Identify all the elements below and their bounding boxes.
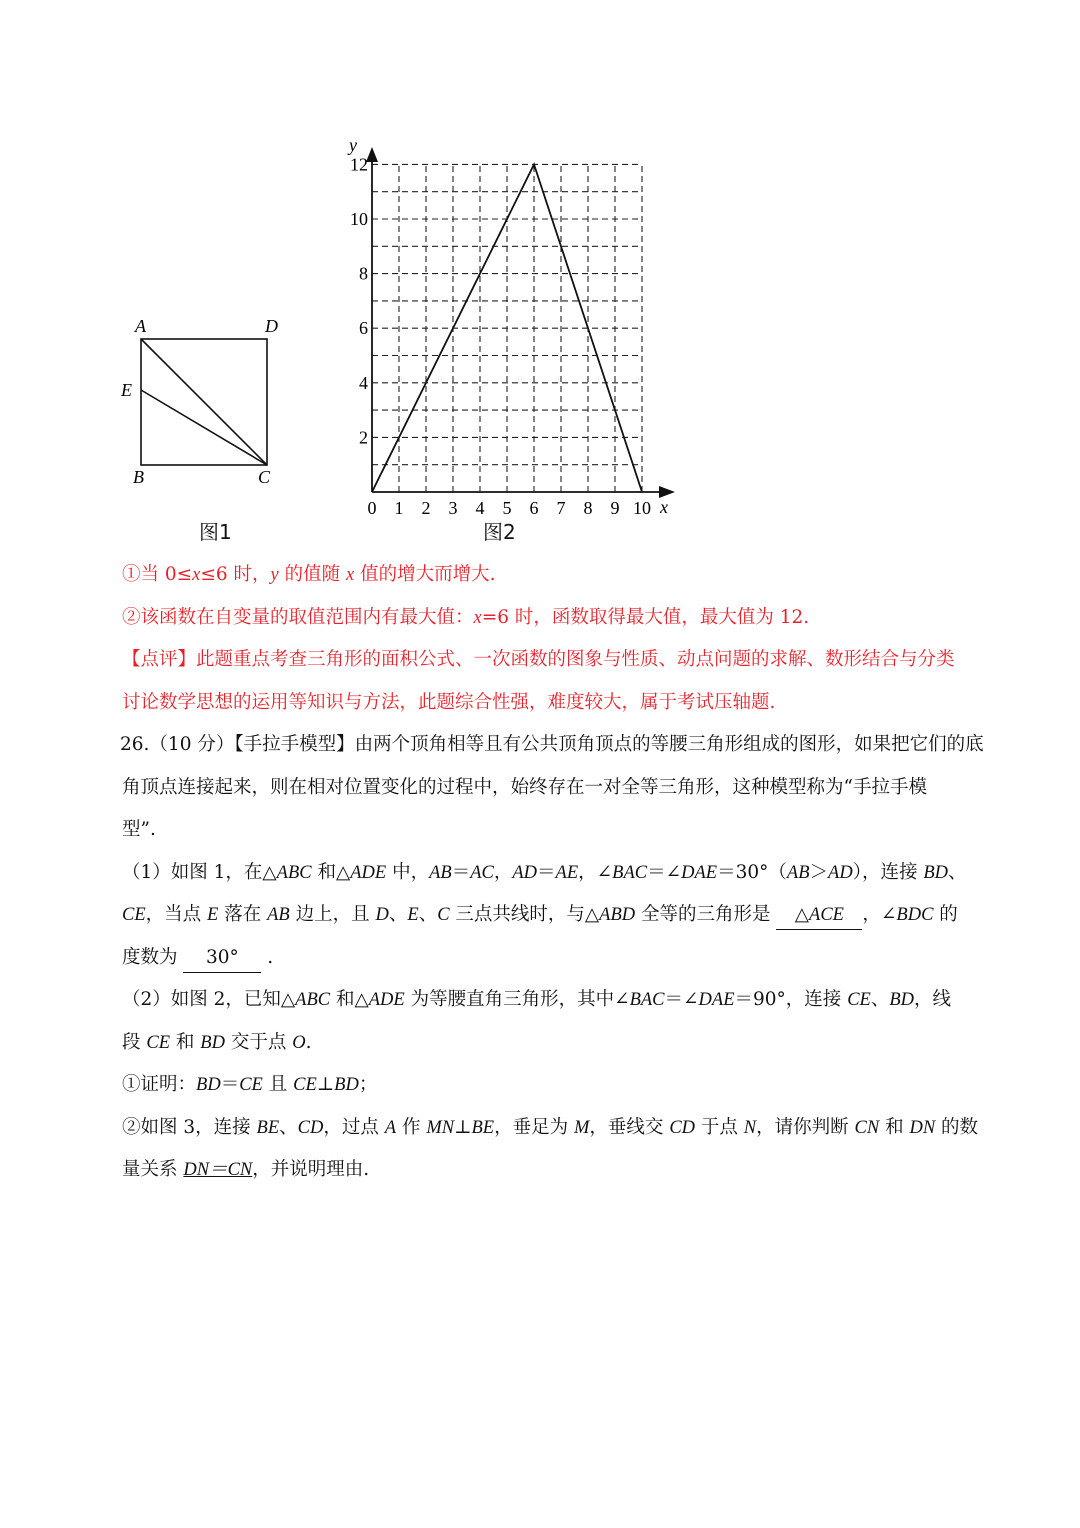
figure-2-caption: 图2	[483, 520, 516, 544]
x-tick-label: 8	[583, 498, 593, 518]
x-tick-label: 0	[367, 498, 377, 518]
comment-line-2: 讨论数学思想的运用等知识与方法，此题综合性强，难度较大，属于考试压轴题.	[122, 692, 776, 713]
y-tick-label: 2	[359, 427, 368, 448]
label-b: B	[133, 467, 144, 487]
y-tick-label: 8	[359, 263, 368, 284]
label-a: A	[135, 316, 146, 336]
x-tick-label: 9	[610, 498, 620, 518]
q26-part2-line-3: ①证明：BD＝CE 且 CE⊥BD；	[122, 1074, 378, 1095]
y-tick-label: 12	[350, 154, 368, 175]
q26-part2-line-5: 量关系 DN＝CN，并说明理由.	[122, 1159, 370, 1180]
x-tick-label: 6	[529, 498, 539, 518]
x-axis-label: x	[660, 497, 668, 517]
x-tick-label: 10	[633, 498, 651, 518]
q26-part2-line-4: ②如图 3，连接 BE、CD，过点 A 作 MN⊥BE，垂足为 M，垂线交 CD 于点 N，请你判断 CN 和 DN 的数	[122, 1117, 979, 1138]
comment-line-1: 【点评】此题重点考查三角形的面积公式、一次函数的图象与性质、动点问题的求解、数形结合与分类	[122, 649, 955, 670]
figure-1-caption: 图1	[199, 520, 232, 544]
x-tick-label: 1	[394, 498, 404, 518]
answer-line-2: ②该函数在自变量的取值范围内有最大值：x=6 时，函数取得最大值，最大值为 12.	[122, 607, 810, 628]
q26-part2-line-2: 段 CE 和 BD 交于点 O.	[122, 1032, 312, 1053]
answer-blank-congruent: △ACE	[776, 901, 862, 930]
x-tick-label: 4	[475, 498, 485, 518]
label-d: D	[265, 316, 278, 336]
x-tick-label: 5	[502, 498, 512, 518]
label-c: C	[258, 467, 271, 487]
q26-part1-line-3: 度数为 30° .	[122, 944, 273, 973]
answer-relation: DN＝CN	[183, 1160, 253, 1180]
q26-line-2: 角顶点连接起来，则在相对位置变化的过程中，始终存在一对全等三角形，这种模型称为“手拉手模	[122, 777, 927, 798]
q26-part1-line-2: CE，当点 E 落在 AB 边上，且 D、E、C 三点共线时，与△ABD 全等的三角形是 △ACE ，∠BDC 的	[122, 901, 958, 930]
figure-1	[115, 310, 295, 490]
q26-part2-line-1: （2）如图 2，已知△ABC 和△ADE 为等腰直角三角形，其中∠BAC＝∠DAE＝90°，连接 CE、BD，线	[122, 989, 952, 1010]
y-tick-label: 4	[359, 372, 368, 393]
y-tick-label: 6	[359, 318, 368, 339]
x-tick-label: 2	[421, 498, 431, 518]
q26-line-3: 型”.	[122, 819, 156, 840]
answer-blank-angle: 30°	[183, 944, 261, 973]
y-tick-label: 10	[350, 209, 368, 229]
answer-line-1: ①当 0≤x≤6 时，y 的值随 x 值的增大而增大.	[122, 564, 496, 585]
label-e: E	[121, 380, 132, 400]
x-tick-label: 3	[448, 498, 458, 518]
figure-2-chart	[340, 135, 685, 520]
x-tick-label: 7	[556, 498, 566, 518]
y-axis-label: y	[349, 135, 357, 155]
q26-line-1: 26.（10 分）【手拉手模型】由两个顶角相等且有公共顶角顶点的等腰三角形组成的图形，如果把它们的底	[120, 734, 984, 755]
q26-part1-line-1: （1）如图 1，在△ABC 和△ADE 中，AB＝AC，AD＝AE，∠BAC＝∠DAE＝30°（AB＞AD），连接 BD、	[122, 862, 967, 883]
